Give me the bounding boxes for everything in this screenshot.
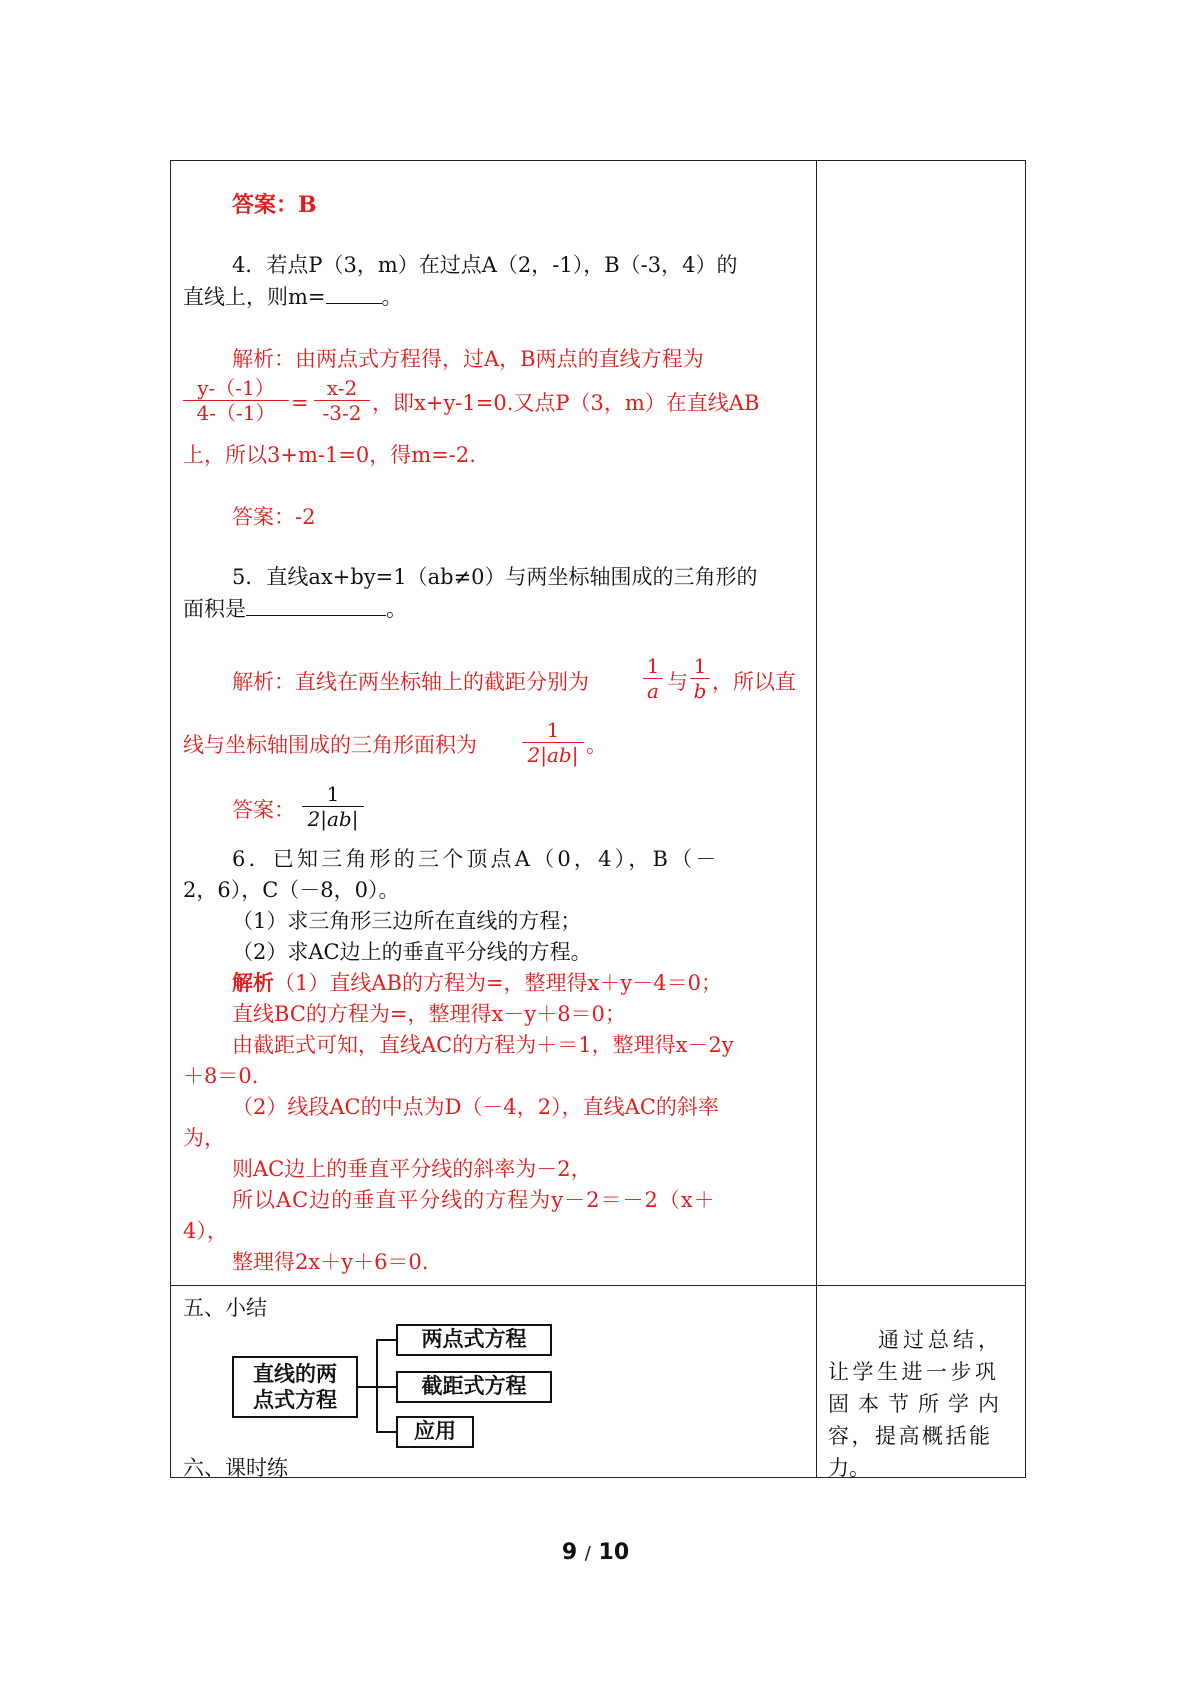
q3-answer: 答案：B bbox=[232, 192, 317, 218]
concept-map-branch-2: 截距式方程 bbox=[396, 1371, 552, 1403]
q4-line2: 直线上，则m= 。 bbox=[183, 285, 403, 309]
q5-solution-line2-end: 。 bbox=[586, 733, 607, 757]
q6-solution-line10: 整理得2x＋y＋6＝0. bbox=[232, 1250, 429, 1274]
q5-line1: 5．直线ax+by=1（ab≠0）与两坐标轴围成的三角形的 bbox=[232, 565, 758, 589]
concept-map-branch-1-line bbox=[376, 1339, 396, 1341]
q5-fraction-3: $\frac{1}{2|ab|}$ bbox=[522, 718, 584, 767]
q5-line2: 面积是 。 bbox=[183, 597, 407, 621]
q5-solution-line1b: ，所以直 bbox=[712, 670, 796, 694]
summary-heading: 五、小结 bbox=[183, 1296, 267, 1320]
concept-map-root: 直线的两 点式方程 bbox=[232, 1356, 358, 1418]
q6-solution-line7: 则AC边上的垂直平分线的斜率为－2， bbox=[232, 1157, 592, 1181]
q5-solution-mid: 与 bbox=[667, 670, 688, 694]
q6-solution-line2: 直线BC的方程为=，整理得x－y＋8＝0； bbox=[232, 1002, 626, 1026]
concept-map-branch-1: 两点式方程 bbox=[396, 1324, 552, 1356]
q5-solution-line2: 线与坐标轴围成的三角形面积为 bbox=[183, 733, 477, 757]
q6-solution-line5: （2）线段AC的中点为D（－4，2），直线AC的斜率 bbox=[232, 1095, 719, 1119]
q4-line1: 4．若点P（3，m）在过点A（2，-1），B（-3，4）的 bbox=[232, 253, 738, 277]
q6-line2: 2，6），C（－8，0）。 bbox=[183, 878, 400, 902]
q6-part1: （1）求三角形三边所在直线的方程； bbox=[232, 909, 582, 933]
concept-map-branch-3-line bbox=[376, 1431, 396, 1433]
page-total: 10 bbox=[598, 1540, 630, 1565]
note-line5: 力。 bbox=[828, 1456, 870, 1480]
concept-map-connector bbox=[358, 1386, 378, 1388]
q5-solution-line1a: 解析：直线在两坐标轴上的截距分别为 bbox=[232, 670, 589, 694]
q6-solution-line8: 所以AC边的垂直平分线的方程为y－2＝－2（x＋ bbox=[232, 1188, 716, 1212]
q6-solution-line1: 解析（1）直线AB的方程为=，整理得x＋y－4＝0； bbox=[232, 970, 722, 995]
q4-blank[interactable] bbox=[326, 283, 382, 304]
page-number bbox=[0, 1540, 1191, 1565]
note-line2: 让学生进一步巩 bbox=[828, 1360, 1000, 1384]
note-line4: 容，提高概括能 bbox=[828, 1424, 993, 1448]
q5-fraction-1: $\frac{1}{a}$ bbox=[643, 654, 663, 703]
q6-solution-line4: ＋8＝0. bbox=[183, 1064, 259, 1088]
concept-map-branch-3: 应用 bbox=[396, 1416, 474, 1448]
concept-map-branch-2-line bbox=[376, 1386, 396, 1388]
q4-solution-line2: ，即x+y-1=0.又点P（3，m）在直线AB bbox=[372, 391, 760, 415]
q4-answer: 答案：-2 bbox=[232, 505, 316, 529]
note-line1: 通过总结， bbox=[878, 1328, 1003, 1352]
column-divider bbox=[816, 161, 817, 1477]
q6-line1: 6．已知三角形的三个顶点A（0，4），B（－ bbox=[232, 847, 720, 871]
q4-fraction-1: $\frac{y-(-1)}{4-(-1)}$ bbox=[183, 376, 289, 425]
q4-fraction-2: $\frac{x-2}{-3-2}$ bbox=[314, 376, 370, 425]
page-current: 9 bbox=[561, 1540, 578, 1565]
q5-fraction-2: $\frac{1}{b}$ bbox=[690, 654, 710, 703]
q6-solution-label: 解析 bbox=[232, 970, 274, 995]
q5-blank[interactable] bbox=[246, 595, 386, 616]
q5-answer-label: 答案： bbox=[232, 798, 295, 822]
q6-solution-line3: 由截距式可知，直线AC的方程为＋＝1，整理得x－2y bbox=[232, 1033, 734, 1057]
q4-solution-line1: 解析：由两点式方程得，过A，B两点的直线方程为 bbox=[232, 347, 704, 371]
q6-solution-line6: 为， bbox=[183, 1126, 225, 1150]
q6-solution-line9: 4）， bbox=[183, 1219, 228, 1243]
q6-part2: （2）求AC边上的垂直平分线的方程。 bbox=[232, 940, 592, 964]
row-divider bbox=[171, 1285, 1025, 1286]
note-line3: 固本节所学内 bbox=[828, 1392, 1008, 1416]
page-separator: / bbox=[584, 1543, 591, 1564]
q4-solution-line3: 上，所以3+m-1=0，得m=-2. bbox=[183, 443, 476, 467]
q5-answer-fraction: $\frac{1}{2|ab|}$ bbox=[302, 782, 364, 831]
practice-heading: 六、课时练 bbox=[183, 1456, 288, 1480]
q4-equals: = bbox=[291, 391, 309, 415]
